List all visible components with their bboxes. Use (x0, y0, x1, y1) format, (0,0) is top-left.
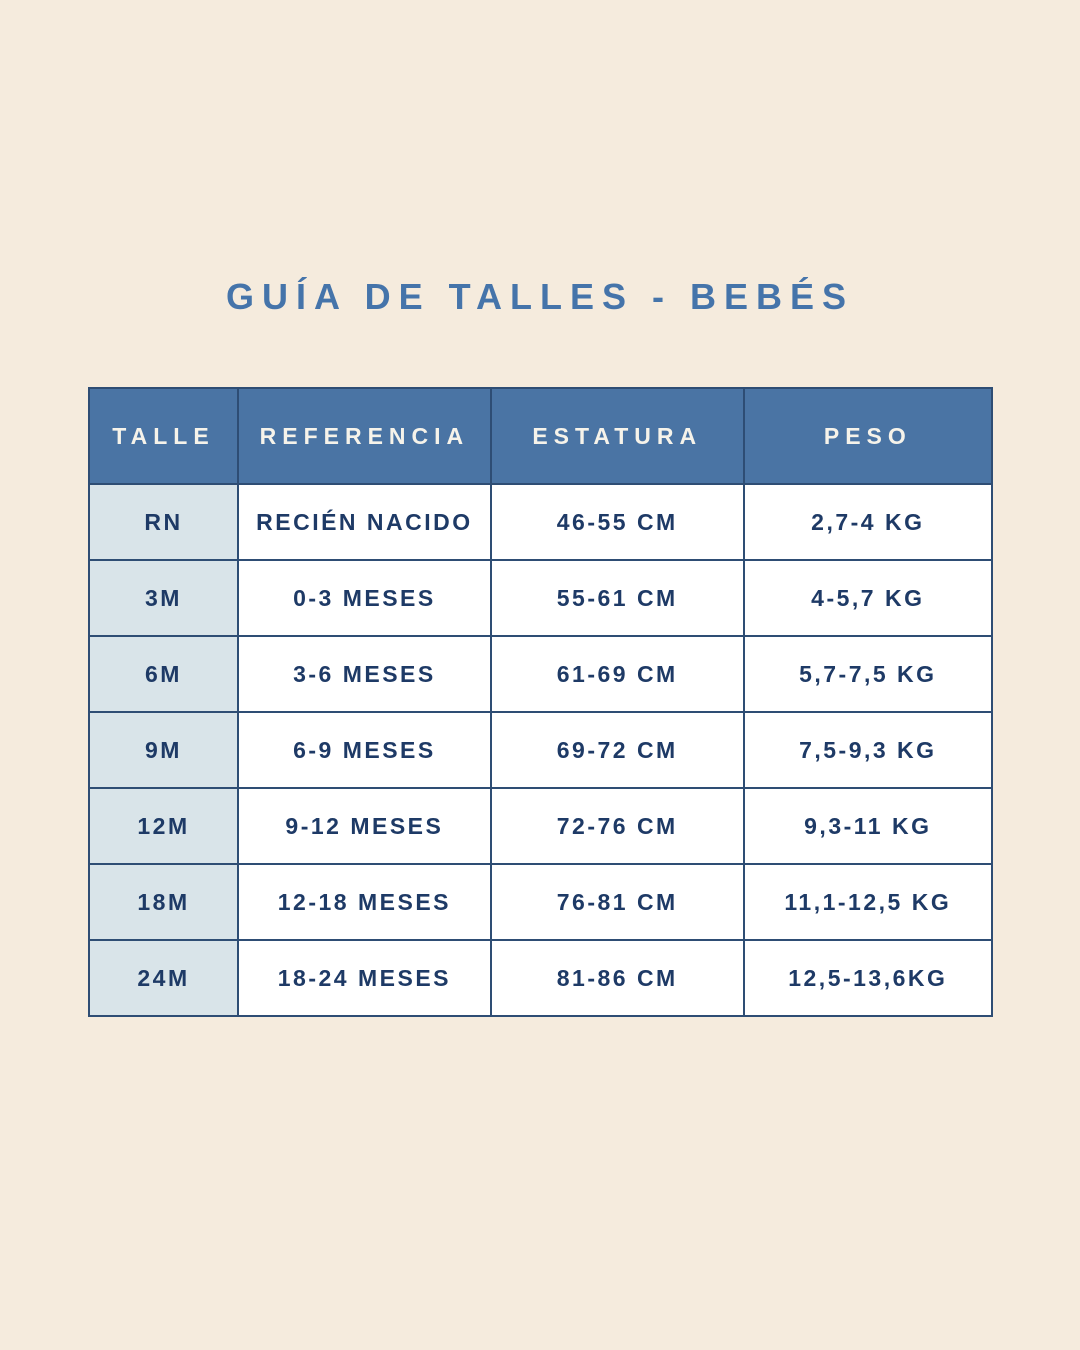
reference-cell: 9-12 MESES (238, 788, 491, 864)
page-title: GUÍA DE TALLES - BEBÉS (225, 276, 855, 317)
table-row (89, 560, 992, 636)
table-row (89, 864, 992, 940)
table-row (89, 484, 992, 560)
height-cell: 76-81 CM (491, 864, 744, 940)
weight-cell: 2,7-4 KG (744, 484, 992, 560)
table-row (89, 712, 992, 788)
weight-cell: 12,5-13,6KG (744, 940, 992, 1016)
size-cell: 9M (89, 712, 238, 788)
size-cell: 3M (89, 560, 238, 636)
table-row (89, 940, 992, 1016)
header-peso: PESO (744, 388, 992, 484)
size-guide-table (88, 387, 993, 1017)
size-cell: 24M (89, 940, 238, 1016)
height-cell: 72-76 CM (491, 788, 744, 864)
weight-cell: 7,5-9,3 KG (744, 712, 992, 788)
reference-cell: 18-24 MESES (238, 940, 491, 1016)
weight-cell: 11,1-12,5 KG (744, 864, 992, 940)
header-referencia: REFERENCIA (238, 388, 491, 484)
reference-cell: 3-6 MESES (238, 636, 491, 712)
height-cell: 46-55 CM (491, 484, 744, 560)
header-estatura: ESTATURA (491, 388, 744, 484)
size-cell: 18M (89, 864, 238, 940)
reference-cell: 0-3 MESES (238, 560, 491, 636)
height-cell: 81-86 CM (491, 940, 744, 1016)
weight-cell: 4-5,7 KG (744, 560, 992, 636)
header-talle: TALLE (89, 388, 238, 484)
reference-cell: 12-18 MESES (238, 864, 491, 940)
reference-cell: RECIÉN NACIDO (238, 484, 491, 560)
size-cell: RN (89, 484, 238, 560)
height-cell: 55-61 CM (491, 560, 744, 636)
header-row (89, 388, 992, 484)
table-row (89, 788, 992, 864)
height-cell: 61-69 CM (491, 636, 744, 712)
size-cell: 6M (89, 636, 238, 712)
weight-cell: 9,3-11 KG (744, 788, 992, 864)
weight-cell: 5,7-7,5 KG (744, 636, 992, 712)
size-cell: 12M (89, 788, 238, 864)
height-cell: 69-72 CM (491, 712, 744, 788)
reference-cell: 6-9 MESES (238, 712, 491, 788)
table-row (89, 636, 992, 712)
